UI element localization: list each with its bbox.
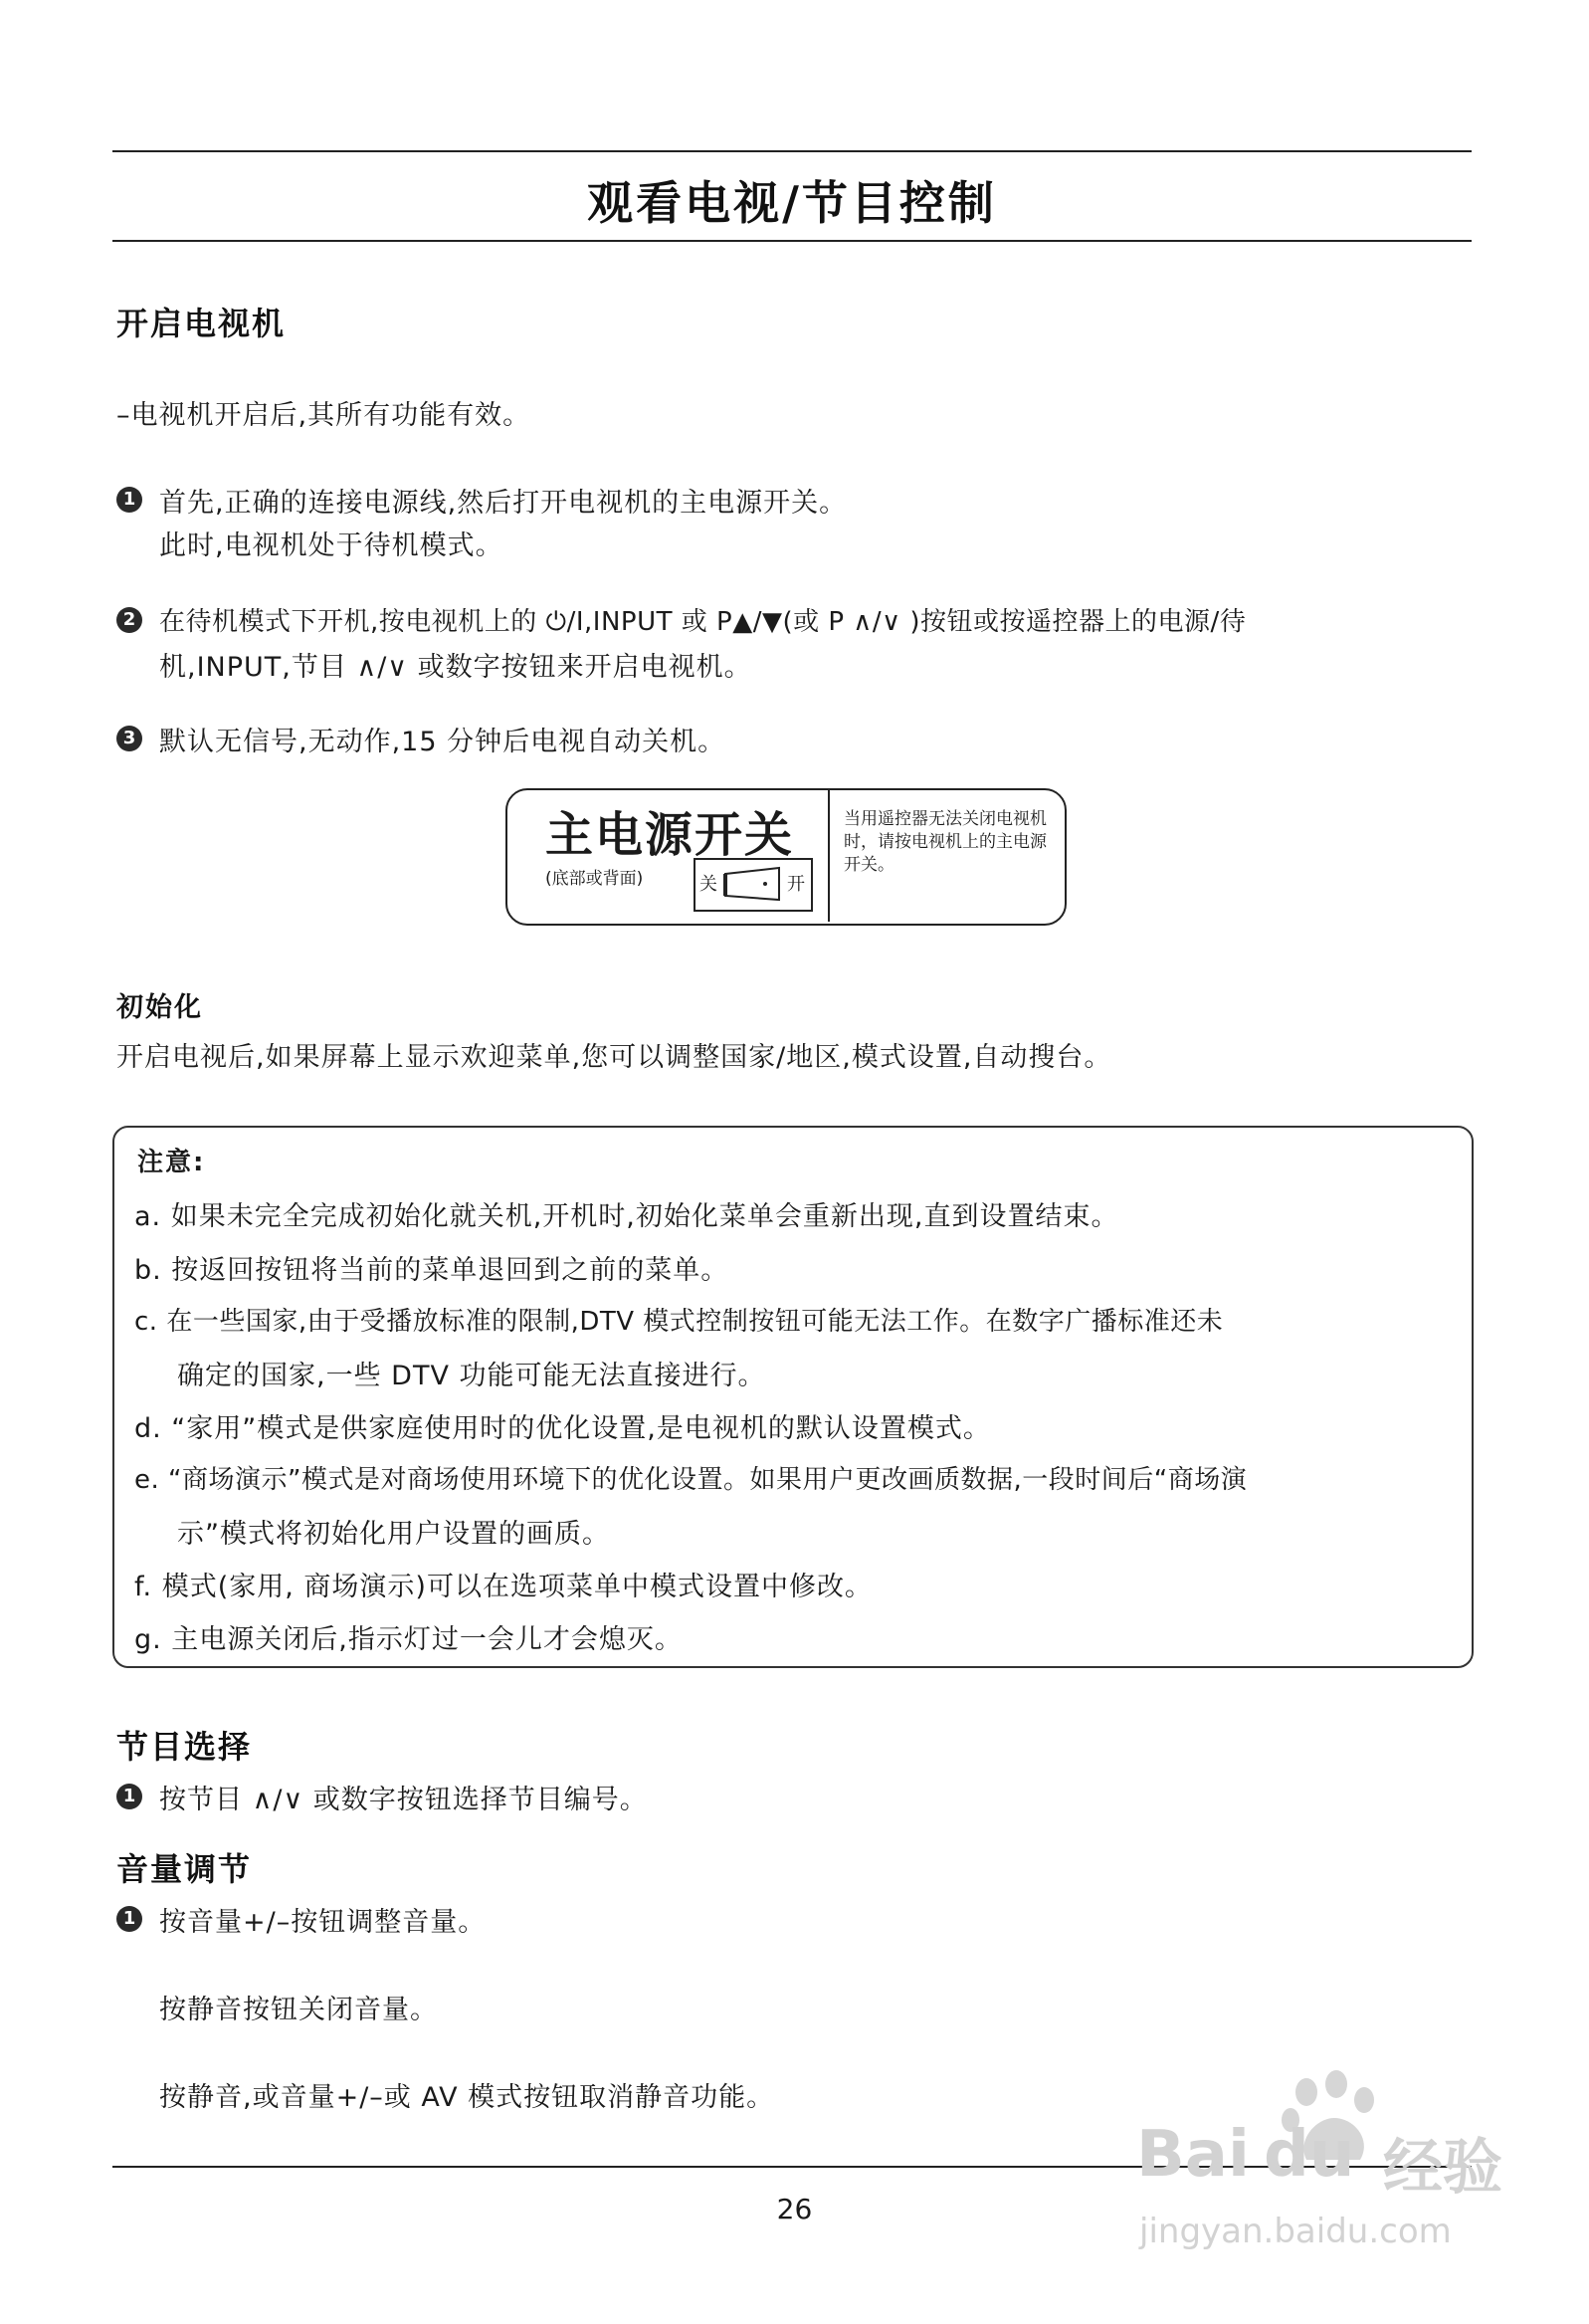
note-c-line2: 确定的国家,一些 DTV 功能可能无法直接进行。 [177,1361,766,1391]
switch-rocker-graphic [721,866,783,904]
note-d: d. “家用”模式是供家庭使用时的优化设置,是电视机的默认设置模式。 [134,1413,991,1444]
switch-label-location: (底部或背面) [545,869,644,889]
volume-text-2: 按静音按钮关闭音量。 [159,1995,438,2025]
step-3-number: 3 [116,726,142,751]
section-heading-init: 初始化 [116,992,203,1023]
section-heading-program: 节目选择 [116,1728,253,1766]
program-step-number: 1 [116,1784,142,1809]
note-e-line2: 示”模式将初始化用户设置的画质。 [177,1519,610,1550]
note-b: b. 按返回按钮将当前的菜单退回到之前的菜单。 [134,1255,729,1286]
program-text: 按节目 ∧/∨ 或数字按钮选择节目编号。 [159,1785,648,1815]
step-2-number: 2 [116,607,142,633]
section-heading-power-on: 开启电视机 [116,305,287,342]
title-bottom-rule [112,240,1472,242]
note-c-line1: c. 在一些国家,由于受播放标准的限制,DTV 模式控制按钮可能无法工作。在数字广播标准还未 [134,1307,1224,1337]
volume-text-1: 按音量+/–按钮调整音量。 [159,1907,487,1938]
note-a: a. 如果未完全完成初始化就关机,开机时,初始化菜单会重新出现,直到设置结束。 [134,1201,1119,1232]
note-f: f. 模式(家用, 商场演示)可以在选项菜单中模式设置中修改。 [134,1572,873,1602]
rocker-switch-icon [694,858,813,912]
top-rule [112,150,1472,152]
switch-label-divider [828,790,830,922]
switch-label-instruction: 当用遥控器无法关闭电视机时，请按电视机上的主电源开关。 [844,809,1047,875]
switch-label-title: 主电源开关 [545,807,795,863]
power-on-intro: –电视机开启后,其所有功能有效。 [116,400,531,431]
step-1-line1: 首先,正确的连接电源线,然后打开电视机的主电源开关。 [159,488,848,519]
step-1-number: 1 [116,487,142,513]
switch-off-label: 关 [699,874,717,895]
watermark-brand: Bai [1136,2118,1250,2192]
step-1-line2: 此时,电视机处于待机模式。 [159,530,503,561]
page-title: 观看电视/节目控制 [587,176,997,230]
page-number: 26 [776,2193,813,2225]
watermark-brand-du: du [1264,2118,1355,2192]
step-2-line2: 机,INPUT,节目 ∧/∨ 或数字按钮来开启电视机。 [159,652,752,683]
step-3-line1: 默认无信号,无动作,15 分钟后电视自动关机。 [159,727,726,757]
step-2-line1: 在待机模式下开机,按电视机上的 ⏻/I,INPUT 或 P▲/▼(或 P ∧/∨ )按钮或按遥控器上的电源/待 [159,607,1247,637]
volume-step-number: 1 [116,1906,142,1932]
section-heading-volume: 音量调节 [116,1850,253,1888]
note-g: g. 主电源关闭后,指示灯过一会儿才会熄灭。 [134,1624,683,1655]
notes-title: 注意: [137,1148,206,1177]
switch-on-label: 开 [787,874,805,895]
volume-text-3: 按静音,或音量+/–或 AV 模式按钮取消静音功能。 [159,2082,775,2113]
init-text: 开启电视后,如果屏幕上显示欢迎菜单,您可以调整国家/地区,模式设置,自动搜台。 [116,1042,1112,1073]
watermark-jingyan: 经验 [1383,2133,1502,2203]
note-e-line1: e. “商场演示”模式是对商场使用环境下的优化设置。如果用户更改画质数据,一段时间后“商场演 [134,1465,1248,1495]
watermark-url: jingyan.baidu.com [1139,2212,1452,2251]
